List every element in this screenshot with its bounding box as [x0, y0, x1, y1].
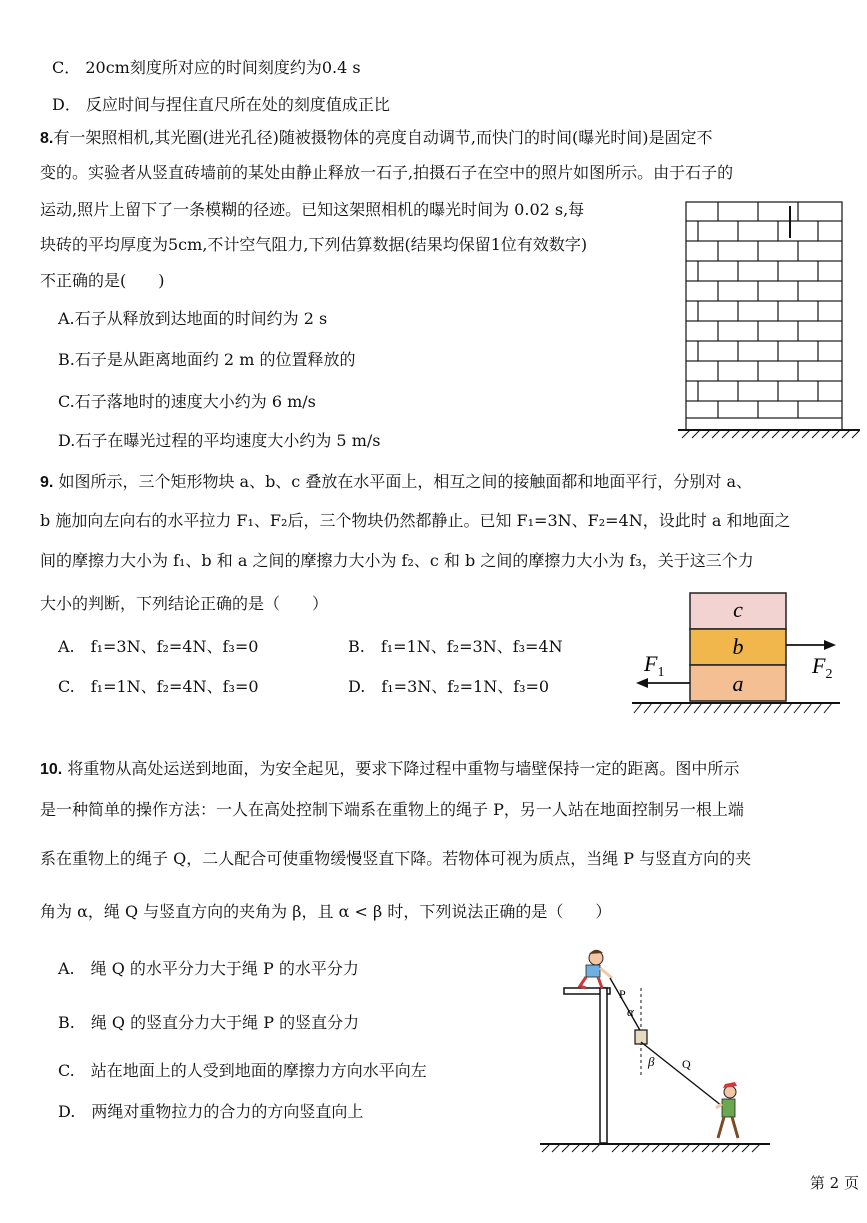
q8-option-b: B.石子是从距离地面约 2 m 的位置释放的 [58, 350, 356, 369]
prev-option-d: D． 反应时间与捏住直尺所在处的刻度值成正比 [52, 95, 390, 114]
rope-q [641, 1042, 722, 1106]
q9-option-d: D. f₁=3N、f₂=1N、f₃=0 [348, 677, 550, 696]
q10-option-a: A. 绳 Q 的水平分力大于绳 P 的水平分力 [58, 959, 359, 978]
q9-line-1: 9. 如图所示，三个矩形物块 a、b、c 叠放在水平面上，相互之间的接触面都和地面平行，分别对 a、 [40, 472, 752, 491]
stacked-blocks-figure [630, 585, 850, 720]
page-number: 第 2 页 [809, 1174, 859, 1192]
weight-block [635, 1030, 647, 1044]
q9-line-2: b 施加向左向右的水平拉力 F₁、F₂后，三个物块仍然都静止。已知 F₁=3N、F₂=4N，设此时 a 和地面之 [40, 511, 791, 530]
svg-text:α: α [627, 1004, 634, 1019]
prev-option-c: C． 20cm刻度所对应的时间刻度约为0.4 s [52, 58, 361, 77]
q8-option-c: C.石子落地时的速度大小约为 6 m/s [58, 392, 316, 411]
q10-line-1: 10. 将重物从高处运送到地面，为安全起见，要求下降过程中重物与墙壁保持一定的距离。图中所示 [40, 759, 740, 778]
q8-line-4: 块砖的平均厚度为5cm,不计空气阻力,下列估算数据(结果均保留1位有效数字) [40, 235, 588, 254]
q9-line-3: 间的摩擦力大小为 f₁、b 和 a 之间的摩擦力大小为 f₂、c 和 b 之间的摩擦力大小为 f₃，关于这三个力 [40, 551, 754, 570]
q8-option-d: D.石子在曝光过程的平均速度大小约为 5 m/s [58, 431, 381, 450]
q9-line-4: 大小的判断，下列结论正确的是（ ） [40, 594, 329, 613]
svg-text:b: b [732, 634, 744, 659]
brick-wall-figure [678, 196, 860, 440]
top-person-icon [580, 950, 612, 988]
q10-line-4: 角为 α，绳 Q 与竖直方向的夹角为 β，且 α < β 时，下列说法正确的是（ ） [40, 902, 612, 921]
svg-text:β: β [648, 1054, 655, 1069]
q10-option-d: D. 两绳对重物拉力的合力的方向竖直向上 [58, 1102, 364, 1121]
q8-option-a: A.石子从释放到达地面的时间约为 2 s [58, 309, 328, 328]
q9-option-c: C. f₁=1N、f₂=4N、f₃=0 [58, 677, 259, 696]
q8-line-5: 不正确的是( ) [40, 271, 165, 290]
q8-line-2: 变的。实验者从竖直砖墙前的某处由静止释放一石子,拍摄石子在空中的照片如图所示。由于石子的 [40, 163, 734, 182]
q10-line-2: 是一种简单的操作方法：一人在高处控制下端系在重物上的绳子 P，另一人站在地面控制另一根上端 [40, 800, 744, 819]
svg-text:F2: $F_2$ [812, 653, 833, 682]
q10-option-c: C. 站在地面上的人受到地面的摩擦力方向水平向左 [58, 1061, 427, 1080]
wall-pole [600, 988, 607, 1143]
ground-person-icon [716, 1082, 738, 1138]
q10-option-b: B. 绳 Q 的竖直分力大于绳 P 的竖直分力 [58, 1013, 360, 1032]
svg-text:Q: Q [682, 1057, 691, 1071]
q9-option-b: B. f₁=1N、f₂=3N、f₃=4N [348, 637, 563, 656]
q8-line-1: 8.有一架照相机,其光圈(进光孔径)随被摄物体的亮度自动调节,而快门的时间(曝光时间)是固定不 [40, 128, 713, 147]
rope-lowering-figure [540, 938, 770, 1160]
svg-text:c: c [733, 597, 743, 622]
q8-line-3: 运动,照片上留下了一条模糊的径迹。已知这架照相机的曝光时间为 0.02 s,每 [40, 200, 585, 219]
svg-text:P: P [619, 987, 626, 1001]
q10-number: 10. [40, 761, 63, 778]
q9-option-a: A. f₁=3N、f₂=4N、f₃=0 [58, 637, 259, 656]
q9-number: 9. [40, 474, 54, 491]
svg-text:F1: $F_1$ [644, 651, 665, 680]
q8-number: 8. [40, 130, 54, 147]
svg-text:a: a [732, 671, 744, 696]
q10-line-3: 系在重物上的绳子 Q，二人配合可使重物缓慢竖直下降。若物体可视为质点，当绳 P 与竖直方向的夹 [40, 849, 752, 868]
